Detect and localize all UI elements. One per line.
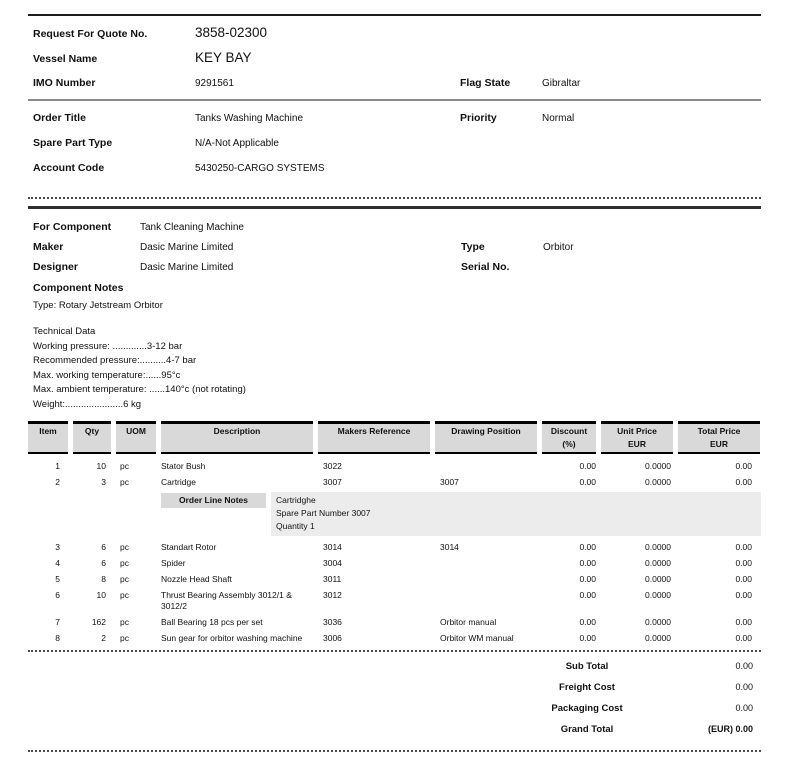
cell-total-price: 0.00 <box>735 633 752 643</box>
technical-data-line: Recommended pressure:..........4-7 bar <box>33 355 197 366</box>
cell-unit-price: 0.0000 <box>645 558 671 568</box>
cell-makers-reference: 3012 <box>323 590 342 600</box>
table-row-item-7 <box>28 614 761 630</box>
cell-item: 2 <box>55 477 60 487</box>
imo-number-value: 9291561 <box>195 78 234 89</box>
totals-label: Packaging Cost <box>551 703 623 714</box>
cell-unit-price: 0.0000 <box>645 633 671 643</box>
cell-qty: 162 <box>91 617 106 627</box>
cell-qty: 3 <box>101 477 106 487</box>
component-section-rule <box>28 206 761 209</box>
cell-drawing-position <box>435 461 537 472</box>
table-header-row <box>28 421 761 454</box>
cell-item: 7 <box>55 617 60 627</box>
totals-value: (EUR) 0.00 <box>707 724 753 734</box>
cell-unit-price: 0.0000 <box>645 477 671 487</box>
technical-data-line: Working pressure: .............3-12 bar <box>33 340 183 352</box>
cell-item: 5 <box>55 574 60 584</box>
rfq-document <box>28 14 761 752</box>
cell-discount: 0.00 <box>579 574 596 584</box>
imo-flag-row <box>28 71 761 96</box>
table-row-item-4 <box>28 555 761 571</box>
dotted-separator-top <box>28 197 761 199</box>
cell-description: Ball Bearing 18 pcs per set <box>161 617 263 627</box>
cell-qty: 8 <box>101 574 106 584</box>
table-row-item-2 <box>28 474 761 490</box>
totals-row-grand-total <box>28 719 761 740</box>
cell-uom: pc <box>120 590 129 600</box>
cell-uom: pc <box>120 542 129 552</box>
flag-state-label: Flag State <box>460 77 511 89</box>
cell-item: 4 <box>55 558 60 568</box>
flag-state-value: Gibraltar <box>542 78 581 89</box>
table-row-item-8 <box>28 630 761 646</box>
cell-uom: pc <box>120 633 129 643</box>
dotted-separator-bottom <box>28 750 761 752</box>
cell-item: 1 <box>55 461 60 471</box>
column-header-unit-price: Unit Price EUR <box>601 421 673 454</box>
order-title-value: Tanks Washing Machine <box>195 113 304 124</box>
items-table <box>28 421 761 646</box>
table-row-item-6 <box>28 587 761 614</box>
cell-qty: 10 <box>96 461 106 471</box>
table-row-item-5 <box>28 571 761 587</box>
order-line-notes-text <box>271 492 761 536</box>
cell-unit-price: 0.0000 <box>645 461 671 471</box>
maker-type-row <box>28 237 761 257</box>
order-line-note: Quantity 1 <box>276 521 315 531</box>
component-notes-text: Type: Rotary Jetstream Orbitor <box>33 300 163 311</box>
totals-label: Grand Total <box>560 724 614 735</box>
spare-part-type-row <box>28 131 761 156</box>
totals-value: 0.00 <box>735 682 753 692</box>
cell-makers-reference: 3036 <box>323 617 342 627</box>
cell-item: 8 <box>55 633 60 643</box>
spare-part-type-label: Spare Part Type <box>33 137 113 149</box>
column-header-qty: Qty <box>73 421 111 454</box>
technical-data-block <box>28 325 761 412</box>
cell-description: Sun gear for orbitor washing machine <box>161 633 303 643</box>
totals-value: 0.00 <box>735 661 753 671</box>
cell-discount: 0.00 <box>579 461 596 471</box>
cell-qty: 6 <box>101 558 106 568</box>
rfq-number-value: 3858-02300 <box>195 25 268 40</box>
vessel-name-label: Vessel Name <box>33 53 98 65</box>
cell-description: Stator Bush <box>161 461 206 471</box>
column-header-uom: UOM <box>116 421 156 454</box>
cell-item: 3 <box>55 542 60 552</box>
cell-total-price: 0.00 <box>735 542 752 552</box>
for-component-row <box>28 217 761 237</box>
cell-qty: 2 <box>101 633 106 643</box>
for-component-value: Tank Cleaning Machine <box>140 221 244 233</box>
cell-makers-reference: 3004 <box>323 558 342 568</box>
cell-drawing-position <box>435 590 537 612</box>
account-code-label: Account Code <box>33 162 105 174</box>
order-info-section <box>28 101 761 181</box>
cell-total-price: 0.00 <box>735 617 752 627</box>
vessel-name-value: KEY BAY <box>195 50 252 65</box>
cell-drawing-position <box>435 574 537 585</box>
type-label: Type <box>461 240 485 253</box>
column-header-description: Description <box>161 421 313 454</box>
component-section <box>28 217 761 412</box>
spare-part-type-value: N/A-Not Applicable <box>195 138 279 149</box>
cell-description: Standart Rotor <box>161 542 217 552</box>
cell-drawing-position <box>435 558 537 569</box>
totals-label: Sub Total <box>565 661 609 672</box>
maker-label: Maker <box>33 240 64 253</box>
imo-number-label: IMO Number <box>33 77 96 89</box>
cell-uom: pc <box>120 477 129 487</box>
header-info-section <box>28 16 761 96</box>
technical-data-heading: Technical Data <box>33 326 96 337</box>
cell-description: Thrust Bearing Assembly 3012/1 & 3012/2 <box>161 590 292 611</box>
maker-value: Dasic Marine Limited <box>140 241 234 253</box>
designer-serial-row <box>28 257 761 277</box>
account-code-row <box>28 156 761 181</box>
column-header-makers-reference: Makers Reference <box>318 421 430 454</box>
cell-discount: 0.00 <box>579 617 596 627</box>
cell-discount: 0.00 <box>579 633 596 643</box>
cell-unit-price: 0.0000 <box>645 590 671 600</box>
cell-drawing-position: Orbitor WM manual <box>440 633 514 643</box>
order-title-row <box>28 106 761 131</box>
column-header-total-price: Total Price EUR <box>678 421 760 454</box>
cell-makers-reference: 3011 <box>323 574 342 584</box>
technical-data-line: Max. ambient temperature: ......140°c (not rotating) <box>33 384 246 395</box>
totals-row-sub-total <box>28 656 761 677</box>
type-value: Orbitor <box>543 241 574 253</box>
cell-uom: pc <box>120 461 129 471</box>
order-line-notes <box>28 492 761 536</box>
cell-makers-reference: 3022 <box>323 461 342 471</box>
cell-total-price: 0.00 <box>735 558 752 568</box>
rfq-number-row <box>28 21 761 46</box>
priority-label: Priority <box>460 112 497 124</box>
account-code-value: 5430250-CARGO SYSTEMS <box>195 163 325 174</box>
technical-data-line: Max. working temperature:......95°c <box>33 369 181 381</box>
cell-total-price: 0.00 <box>735 574 752 584</box>
cell-uom: pc <box>120 617 129 627</box>
priority-value: Normal <box>542 113 575 124</box>
cell-makers-reference: 3014 <box>323 542 342 552</box>
totals-row-packaging-cost <box>28 698 761 719</box>
technical-data-line: Weight:......................6 kg <box>33 398 142 410</box>
cell-total-price: 0.00 <box>735 590 752 600</box>
cell-item: 6 <box>55 590 60 600</box>
cell-qty: 6 <box>101 542 106 552</box>
cell-unit-price: 0.0000 <box>645 617 671 627</box>
cell-discount: 0.00 <box>579 590 596 600</box>
cell-description: Spider <box>161 558 186 568</box>
table-body <box>28 454 761 646</box>
designer-label: Designer <box>33 260 78 273</box>
cell-uom: pc <box>120 558 129 568</box>
cell-total-price: 0.00 <box>735 477 752 487</box>
cell-discount: 0.00 <box>579 477 596 487</box>
order-title-label: Order Title <box>33 112 86 124</box>
rfq-number-label: Request For Quote No. <box>33 28 148 40</box>
column-header-item: Item <box>28 421 68 454</box>
order-line-notes-label: Order Line Notes <box>161 493 266 508</box>
totals-row-freight-cost <box>28 677 761 698</box>
serial-no-label: Serial No. <box>461 260 510 273</box>
cell-description: Cartridge <box>161 477 196 487</box>
order-line-notes-spacer <box>28 492 161 536</box>
totals-section <box>28 652 761 745</box>
cell-description: Nozzle Head Shaft <box>161 574 232 584</box>
cell-drawing-position: 3014 <box>440 542 459 552</box>
cell-qty: 10 <box>96 590 106 600</box>
column-header-discount: Discount (%) <box>542 421 596 454</box>
cell-makers-reference: 3006 <box>323 633 342 643</box>
order-line-note: Spare Part Number 3007 <box>276 508 371 518</box>
totals-value: 0.00 <box>735 703 753 713</box>
designer-value: Dasic Marine Limited <box>140 261 234 273</box>
cell-total-price: 0.00 <box>735 461 752 471</box>
cell-drawing-position: 3007 <box>440 477 459 487</box>
cell-unit-price: 0.0000 <box>645 542 671 552</box>
cell-unit-price: 0.0000 <box>645 574 671 584</box>
totals-label: Freight Cost <box>559 682 615 693</box>
cell-drawing-position: Orbitor manual <box>440 617 497 627</box>
column-header-drawing-position: Drawing Position <box>435 421 537 454</box>
vessel-name-row <box>28 46 761 71</box>
cell-uom: pc <box>120 574 129 584</box>
order-line-note: Cartridghe <box>276 495 316 505</box>
component-notes-heading: Component Notes <box>33 282 124 294</box>
cell-makers-reference: 3007 <box>323 477 342 487</box>
for-component-label: For Component <box>33 220 112 233</box>
cell-discount: 0.00 <box>579 542 596 552</box>
cell-discount: 0.00 <box>579 558 596 568</box>
table-row-item-3 <box>28 539 761 555</box>
table-row-item-1 <box>28 458 761 474</box>
